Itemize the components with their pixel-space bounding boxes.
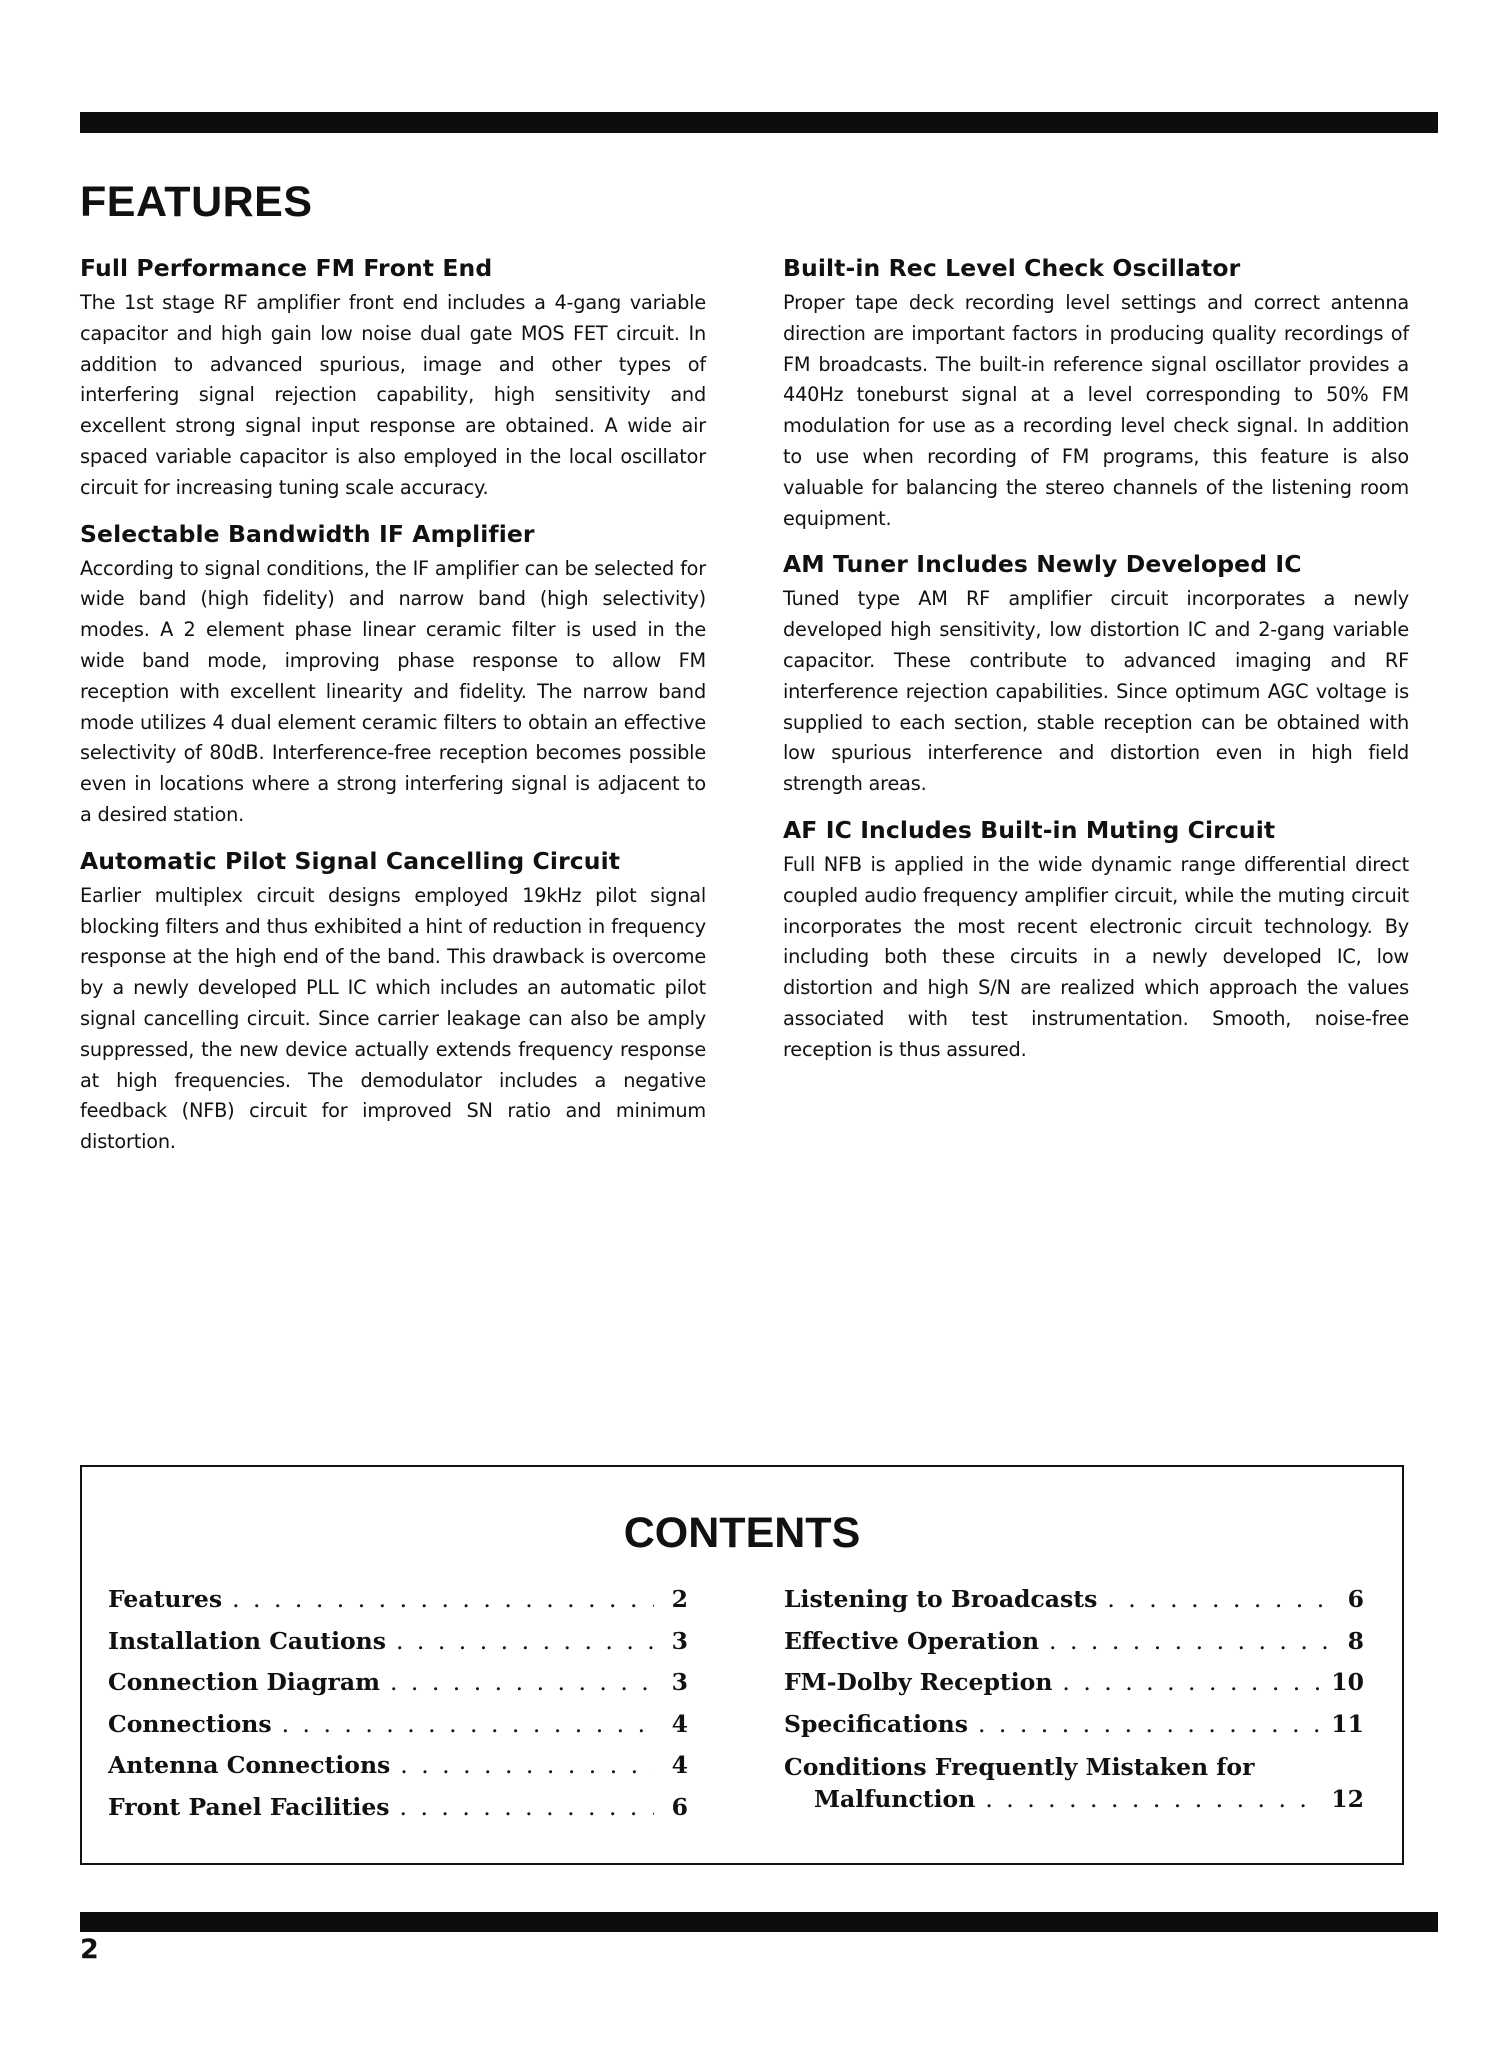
feature-am-tuner	[783, 548, 1409, 800]
features-left-column	[80, 252, 706, 1172]
feature-if-amplifier	[80, 518, 706, 831]
toc-entry[interactable]	[108, 1751, 688, 1793]
toc-leader	[396, 1627, 654, 1655]
top-rule	[80, 112, 1438, 133]
feature-heading: Built-in Rec Level Check Oscillator	[783, 254, 1241, 282]
page-number: 2	[80, 1934, 99, 1965]
feature-body: Proper tape deck recording level settings and correct antenna direction are important factors in producing quality recordings of FM broadcasts. The built-in reference signal oscillator provides a 440Hz toneburst signal at a level corresponding to 50% FM modulation for use as a recording level check signal. In addition to use when recording of FM programs, this feature is also valuable for balancing the stereo channels of the listening room equipment.	[783, 291, 1409, 530]
feature-body: The 1st stage RF amplifier front end includes a 4-gang variable capacitor and high gain low noise dual gate MOS FET circuit. In addition to advanced spurious, image and other types of interfering signal rejection capability, high sensitivity and excellent strong signal input response are obtained. A wide air spaced variable capacitor is also employed in the local oscillator circuit for increasing tuning scale accuracy.	[80, 291, 706, 499]
feature-pilot-cancel	[80, 845, 706, 1158]
toc-page: 6	[671, 1792, 688, 1821]
bottom-rule	[80, 1912, 1438, 1932]
toc-entry[interactable]	[108, 1627, 688, 1669]
toc-page: 10	[1331, 1668, 1364, 1696]
toc-label-continued: Malfunction	[814, 1785, 976, 1813]
toc-label: Specifications	[784, 1709, 968, 1738]
toc-leader	[400, 1751, 654, 1779]
feature-heading: Selectable Bandwidth IF Amplifier	[80, 519, 535, 548]
toc-page: 6	[1347, 1585, 1364, 1613]
feature-af-ic-muting	[783, 814, 1409, 1066]
toc-page: 4	[671, 1751, 688, 1779]
toc-page: 11	[1331, 1709, 1364, 1738]
toc-leader	[400, 1793, 654, 1821]
toc-label: Effective Operation	[784, 1626, 1040, 1655]
toc-leader	[985, 1783, 1321, 1815]
toc-label: Connection Diagram	[108, 1668, 380, 1696]
toc-page: 12	[1331, 1785, 1364, 1813]
feature-heading: AF IC Includes Built-in Muting Circuit	[783, 815, 1276, 844]
toc-page: 3	[671, 1626, 688, 1655]
toc-label: FM-Dolby Reception	[784, 1668, 1053, 1696]
feature-heading: AM Tuner Includes Newly Developed IC	[783, 550, 1302, 579]
toc-leader	[232, 1585, 654, 1613]
toc-entry[interactable]	[108, 1668, 688, 1710]
toc-entry[interactable]	[784, 1710, 1364, 1752]
toc-label: Features	[108, 1585, 223, 1613]
feature-body: Full NFB is applied in the wide dynamic range differential direct coupled audio frequency amplifier circuit, while the muting circuit incorporates the most recent electronic circuit technology. By including both these circuits in a newly developed IC, low distortion and high S/N are realized which approach the values associated with test instrumentation. Smooth, noise-free reception is thus assured.	[783, 852, 1409, 1061]
toc-entry[interactable]	[108, 1710, 688, 1752]
feature-fm-front-end	[80, 252, 706, 504]
toc-page: 8	[1347, 1626, 1364, 1655]
toc-entry[interactable]	[108, 1585, 688, 1627]
contents-box	[80, 1465, 1404, 1865]
toc-leader	[390, 1668, 654, 1696]
toc-entry[interactable]	[784, 1627, 1364, 1669]
toc-label: Listening to Broadcasts	[784, 1585, 1098, 1613]
toc-label: Front Panel Facilities	[108, 1792, 390, 1821]
toc-label: Conditions Frequently Mistaken for	[784, 1753, 1255, 1781]
toc-entry-malfunction[interactable]	[784, 1751, 1364, 1815]
feature-body: Tuned type AM RF amplifier circuit incorporates a newly developed high sensitivity, low distortion IC and 2-gang variable capacitor. These contribute to advanced imaging and RF interference rejection capabilities. Since optimum AGC voltage is supplied to each section, stable reception can be obtained with low spurious interference and distortion even in high field strength areas.	[783, 587, 1409, 796]
toc-page: 2	[671, 1585, 688, 1613]
toc-page: 4	[671, 1709, 688, 1738]
toc-entry[interactable]	[784, 1668, 1364, 1710]
features-right-column	[783, 252, 1409, 1080]
toc-entry[interactable]	[784, 1585, 1364, 1627]
toc-leader	[1049, 1627, 1330, 1655]
feature-body: Earlier multiplex circuit designs employed 19kHz pilot signal blocking filters and thus exhibited a hint of reduction in frequency response at the high end of the band. This drawback is overcome by a newly developed PLL IC which includes an automatic pilot signal cancelling circuit. Since carrier leakage can also be amply suppressed, the new device actually extends frequency response at high frequencies. The demodulator includes a negative feedback (NFB) circuit for improved SN ratio and minimum distortion.	[80, 883, 706, 1154]
toc-label: Connections	[108, 1709, 272, 1738]
toc-entry[interactable]	[108, 1793, 688, 1835]
feature-heading: Automatic Pilot Signal Cancelling Circuit	[80, 846, 621, 875]
toc-label: Installation Cautions	[108, 1626, 386, 1655]
toc-leader	[978, 1710, 1321, 1738]
feature-heading: Full Performance FM Front End	[80, 254, 493, 282]
page-title: FEATURES	[80, 178, 313, 226]
toc-page: 3	[671, 1668, 688, 1696]
feature-rec-level-oscillator	[783, 252, 1409, 534]
toc-label: Antenna Connections	[108, 1751, 391, 1779]
contents-right-list	[784, 1585, 1364, 1815]
toc-leader	[1062, 1668, 1321, 1696]
contents-title: CONTENTS	[623, 1509, 861, 1557]
feature-body: According to signal conditions, the IF amplifier can be selected for wide band (high fidelity) and narrow band (high selectivity) modes. A 2 element phase linear ceramic filter is used in the wide band mode, improving phase response to allow FM reception with excellent linearity and fidelity. The narrow band mode utilizes 4 dual element ceramic filters to obtain an effective selectivity of 80dB. Interference-free reception becomes possible even in locations where a strong interfering signal is adjacent to a desired station.	[80, 556, 706, 826]
contents-left-list	[108, 1585, 688, 1834]
toc-leader	[1107, 1585, 1330, 1613]
toc-leader	[282, 1710, 654, 1738]
